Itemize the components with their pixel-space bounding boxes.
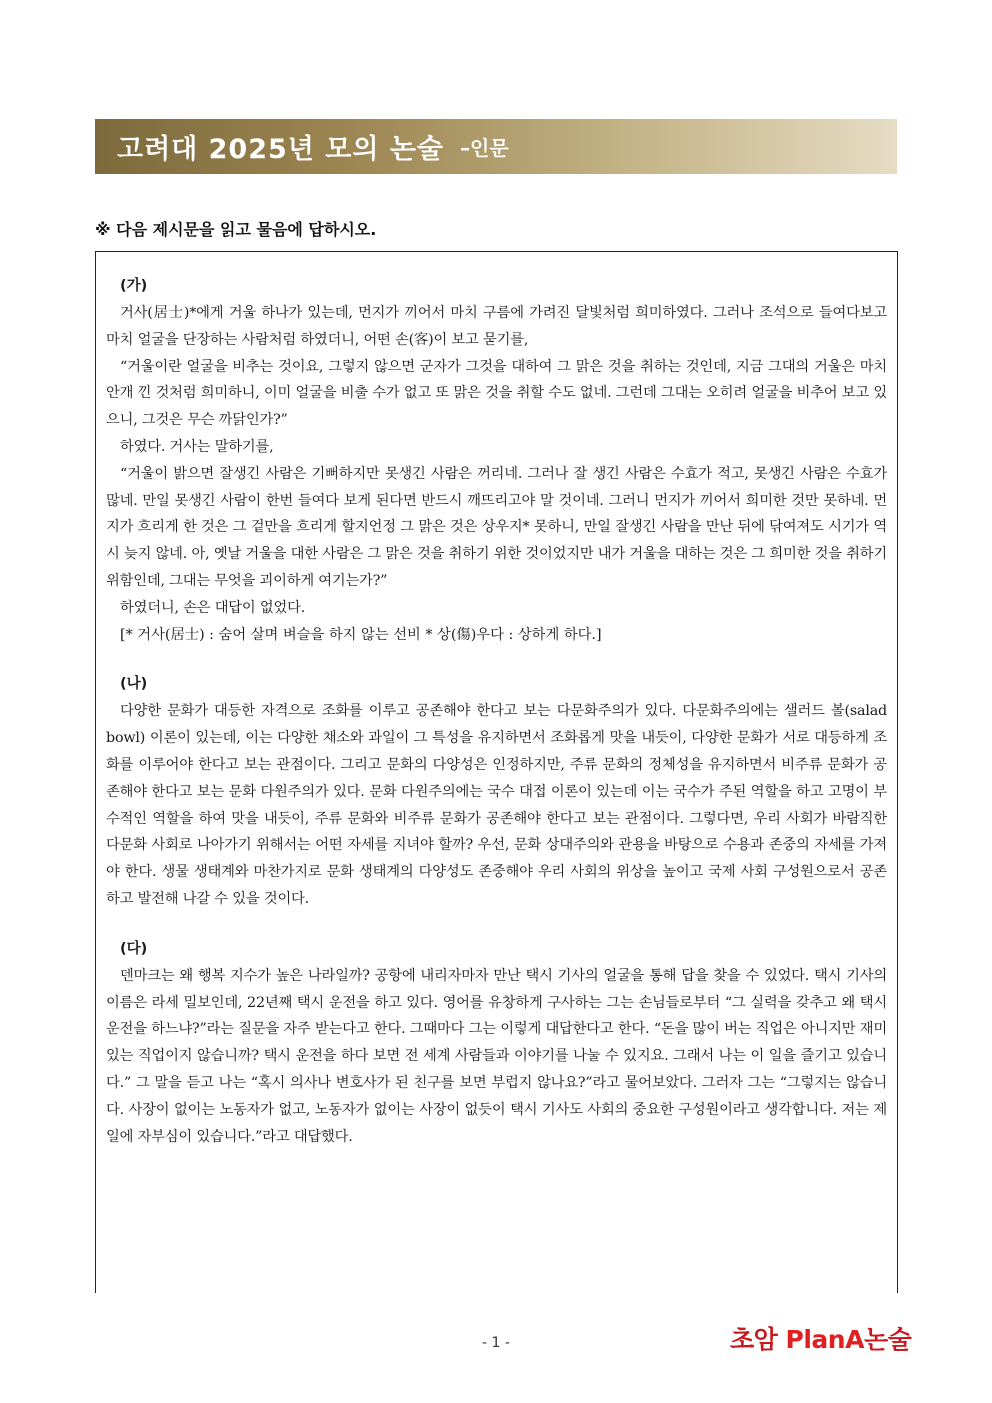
brand-logo [730, 1320, 911, 1356]
passage-label: (가) [120, 278, 148, 294]
passage-paragraph: “거울이 밝으면 잘생긴 사람은 기뻐하지만 못생긴 사람은 꺼리네. 그러나 잘 생긴 사람은 수효가 적고, 못생긴 사람은 수효가 많네. 만일 못생긴 사람이 한번 들여다 보게 된다면 반드시 깨뜨리고야 말 것이네. 그러니 먼지가 끼어서 희미한 것만 못하네. 먼지가 흐리게 한 것은 그 겉만을 흐리게 할지언정 그 맑은 것은 상우지* 못하니, 만일 잘생긴 사람을 만난 뒤에 닦여져도 시기가 역시 늦지 않네. 아, 옛날 거울을 대한 사람은 그 맑은 것을 취하기 위한 것이었지만 내가 거울을 대하는 것은 그 희미한 것을 취하기 위함인데, 그대는 무엇을 괴이하게 여기는가?” [106, 465, 887, 589]
logo-korean: 초암 [730, 1325, 778, 1354]
passage-paragraph: 거사(居士)*에게 거울 하나가 있는데, 먼지가 끼어서 마치 구름에 가려진 달빛처럼 희미하였다. 그러나 조석으로 들여다보고 마치 얼굴을 단장하는 사람처럼 하였더니, 어떤 손(客)이 보고 묻기를, [106, 305, 887, 348]
logo-english: PlanA [785, 1325, 864, 1354]
passage-paragraph: “거울이란 얼굴을 비추는 것이요, 그렇지 않으면 군자가 그것을 대하여 그 맑은 것을 취하는 것인데, 지금 그대의 거울은 마치 안개 낀 것처럼 희미하니, 이미 얼굴을 비출 수가 없고 또 맑은 것을 취할 수도 없네. 그런데 그대는 오히려 얼굴을 비추어 보고 있으니, 그것은 무슨 까닭인가?” [106, 358, 887, 429]
passage-paragraph: 하였다. 거사는 말하기를, [120, 438, 274, 455]
page-title: 고려대 2025년 모의 논술 [117, 134, 445, 165]
title-banner [95, 119, 897, 174]
page-number: - 1 - [482, 1335, 510, 1351]
footnote: [* 거사(居士) : 숨어 살며 벼슬을 하지 않는 선비 * 상(傷)우다 : 상하게 하다.] [120, 626, 602, 643]
page-subtitle: –인문 [460, 136, 509, 160]
passage-ga [106, 274, 887, 648]
passage-paragraph: 하였더니, 손은 대답이 없었다. [120, 599, 306, 616]
passage-na [106, 672, 887, 912]
instruction-text: ※ 다음 제시문을 읽고 물음에 답하시오. [95, 220, 377, 239]
passage-paragraph: 덴마크는 왜 행복 지수가 높은 나라일까? 공항에 내리자마자 만난 택시 기사의 얼굴을 통해 답을 찾을 수 있었다. 택시 기사의 이름은 라세 밀보인데, 22년째 택시 운전을 하고 있다. 영어를 유창하게 구사하는 그는 손님들로부터 “그 실력을 갖추고 왜 택시 운전을 하느냐?”라는 질문을 자주 받는다고 한다. 그때마다 그는 이렇게 대답한다고 한다. “돈을 많이 버는 직업은 아니지만 재미있는 직업이지 않습니까? 택시 운전을 하다 보면 전 세계 사람들과 이야기를 나눌 수 있지요. 그래서 나는 이 일을 즐기고 있습니다.” 그 말을 듣고 나는 “혹시 의사나 변호사가 된 친구를 보면 부럽지 않나요?”라고 물어보았다. 그러자 그는 “그렇지는 않습니다. 사장이 없이는 노동자가 없고, 노동자가 없이는 사장이 없듯이 택시 기사도 사회의 중요한 구성원이라고 생각합니다. 저는 제 일에 자부심이 있습니다.”라고 대답했다. [106, 967, 887, 1145]
passage-da [106, 937, 887, 1151]
passage-label: (다) [120, 940, 148, 957]
passage-box [95, 251, 898, 1293]
passage-paragraph: 다양한 문화가 대등한 자격으로 조화를 이루고 공존해야 한다고 보는 다문화주의가 있다. 다문화주의에는 샐러드 볼(salad bowl) 이론이 있는데, 이는 다양한 채소와 과일이 그 특성을 유지하면서 조화롭게 맛을 내듯이, 다양한 문화가 서로 대등하게 조화를 이루어야 한다고 보는 관점이다. 그리고 문화의 다양성은 인정하지만, 주류 문화의 정체성을 유지하면서 비주류 문화가 공존해야 한다고 보는 문화 다원주의가 있다. 문화 다원주의에는 국수 대접 이론이 있는데 이는 국수가 주된 역할을 하고 고명이 부수적인 역할을 하여 맛을 내듯이, 주류 문화와 비주류 문화가 공존해야 한다고 보는 관점이다. 그렇다면, 우리 사회가 바람직한 다문화 사회로 나아가기 위해서는 어떤 자세를 지녀야 할까? 우선, 문화 상대주의와 관용을 바탕으로 수용과 존중의 자세를 가져야 한다. 생물 생태계와 마찬가지로 문화 생태계의 다양성도 존중해야 우리 사회의 위상을 높이고 국제 사회 구성원으로서 공존하고 발전해 나갈 수 있을 것이다. [106, 703, 887, 907]
passage-label: (나) [120, 676, 148, 693]
logo-suffix: 논술 [863, 1325, 912, 1354]
